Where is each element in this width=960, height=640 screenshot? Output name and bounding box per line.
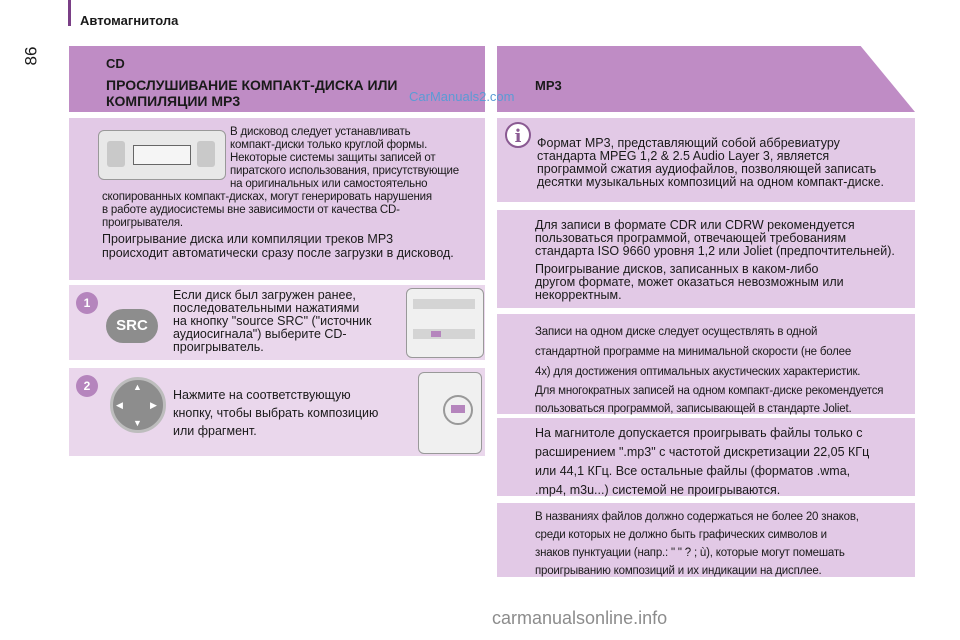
info-icon: i [505,122,531,148]
box4-line: На магнитоле допускается проигрывать файлы только с [535,426,863,440]
radio-left-controls [107,141,125,167]
box2-line: стандарта ISO 9660 уровня 1,2 или Joliet (предпочтительней). [535,244,895,258]
radio-src-image [406,288,484,358]
intro-line: в работе аудиосистемы вне зависимости от качества CD- [102,204,400,216]
intro-line: компакт-диски только круглой формы. [230,139,428,151]
left-arrow-icon: ◀ [116,400,123,410]
box1-line: программой сжатия аудиофайлов, позволяющей записать [537,162,877,176]
cd-label: CD [106,56,125,71]
intro-line: В дисковод следует устанавливать [230,126,411,138]
intro-text-top [230,126,480,191]
intro-line: Некоторые системы защиты записей от [230,152,436,164]
heading-line-2: КОМПИЛЯЦИИ MP3 [106,93,241,109]
box2-line: некорректным. [535,288,622,302]
step1-text [173,289,401,354]
step1-line: Если диск был загружен ранее, [173,288,356,302]
step1-line: аудиосигнала") выберите CD- [173,327,347,341]
intro-line: скопированных компакт-дисках, могут генерировать нарушения [102,191,432,203]
section-title: Автомагнитола [80,13,179,28]
step2-badge: 2 [76,375,98,397]
radio-unit-image [98,130,226,180]
box3-line: 4x) для достижения оптимальных акустических характеристик. [535,366,861,378]
radio-src-buttons [413,329,475,339]
step2-text [173,386,413,440]
box1-line: Формат MP3, представляющий собой аббревиатуру [537,136,840,150]
heading-line-1: ПРОСЛУШИВАНИЕ КОМПАКТ-ДИСКА ИЛИ [106,77,398,93]
radio-right-controls [197,141,215,167]
box2-line: Для записи в формате CDR или CDRW рекомендуется [535,218,855,232]
box5-text [535,508,911,580]
box3-line: стандартной программе на минимальной скорости (не более [535,346,852,358]
src-button-image: SRC [106,309,158,343]
step1-line: проигрыватель. [173,340,264,354]
up-arrow-icon: ▲ [133,382,142,392]
mp3-label: MP3 [535,78,562,93]
box2-line: другом формате, может оказаться невозможным или [535,275,844,289]
right-arrow-icon: ▶ [150,400,157,410]
step2-line: или фрагмент. [173,424,257,438]
box3-line: Для многократных записей на одном компакт-диске рекомендуется [535,385,884,397]
box1-text [537,137,909,189]
header-accent-bar [68,0,71,26]
box4-line: расширением ".mp3" с частотой дискретизации 22,05 КГц [535,445,870,459]
intro-line: на оригинальных или самостоятельно [230,178,428,190]
step2-line: Нажмите на соответствующую [173,388,351,402]
box3-text [535,322,911,418]
dial-highlight [451,405,465,413]
intro-line: пиратского использования, присутствующие [230,165,459,177]
playback-line: происходит автоматически сразу после загрузки в дисковод. [102,246,454,260]
playback-text [102,232,482,260]
down-arrow-icon: ▼ [133,418,142,428]
box5-line: проигрыванию композиций и их индикации на дисплее. [535,565,822,577]
step1-badge: 1 [76,292,98,314]
src-highlight [431,331,441,337]
page-number: 86 [21,46,41,66]
step1-line: последовательными нажатиями [173,301,360,315]
box3-line: Записи на одном диске следует осуществлять в одной [535,326,818,338]
box4-text [535,424,911,500]
intro-text-bottom [102,191,480,230]
radio-dial-image [418,372,482,454]
step1-line: на кнопку "source SRC" ("источник [173,314,372,328]
box2-text [535,219,909,302]
top-watermark[interactable]: CarManuals2.com [409,89,515,104]
box2-line: пользоваться программой, отвечающей требованиям [535,231,847,245]
box1-line: стандарта MPEG 1,2 & 2.5 Audio Layer 3, является [537,149,830,163]
box3-line: пользоваться программой, записывающей в стандарте Joliet. [535,403,852,415]
navigation-dial-image [110,377,166,433]
box1-line: десятки музыкальных композиций на одном компакт-диске. [537,175,884,189]
bottom-watermark[interactable]: carmanualsonline.info [492,608,668,628]
box2-line: Проигрывание дисков, записанных в каком-либо [535,262,819,276]
intro-line: проигрывателя. [102,217,183,229]
playback-line: Проигрывание диска или компиляции треков MP3 [102,232,394,246]
radio-src-display [413,299,475,309]
step2-line: кнопку, чтобы выбрать композицию [173,406,379,420]
box4-line: или 44,1 КГц. Все остальные файлы (форматов .wma, [535,464,851,478]
box5-line: В названиях файлов должно содержаться не более 20 знаков, [535,511,859,523]
box5-line: знаков пунктуации (напр.: " " ? ; ù), которые могут помешать [535,547,845,559]
box4-line: .mp4, m3u...) системой не проигрываются. [535,483,781,497]
box5-line: среди которых не должно быть графических символов и [535,529,827,541]
radio-display [133,145,191,165]
